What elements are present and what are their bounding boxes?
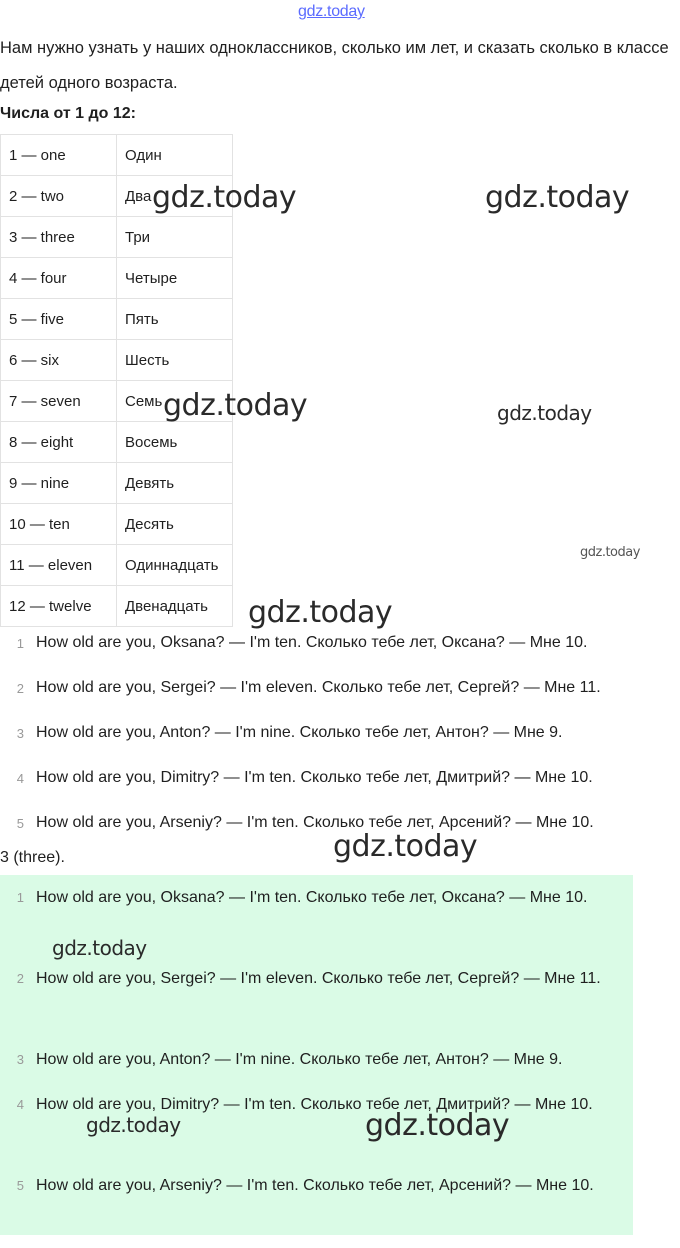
list-number: 1 bbox=[16, 636, 24, 651]
list-item bbox=[0, 721, 680, 766]
number-russian: Одиннадцать bbox=[117, 545, 233, 586]
answer-title: 3 (three). bbox=[0, 849, 65, 866]
number-english: 6 — six bbox=[1, 340, 117, 381]
dialogue-list bbox=[0, 631, 680, 856]
number-english: 8 — eight bbox=[1, 422, 117, 463]
numbers-title: Числа от 1 до 12: bbox=[0, 105, 136, 122]
number-english: 2 — two bbox=[1, 176, 117, 217]
number-english: 10 — ten bbox=[1, 504, 117, 545]
watermark: gdz.today bbox=[52, 936, 147, 960]
number-russian: Двенадцать bbox=[117, 586, 233, 627]
table-row bbox=[1, 258, 233, 299]
number-russian: Один bbox=[117, 135, 233, 176]
watermark: gdz.today bbox=[163, 388, 308, 423]
intro-text: Нам нужно узнать у наших одноклассников, сколько им лет, и сказать сколько в классе детей одного возраста. bbox=[0, 39, 669, 92]
number-russian: Два bbox=[117, 176, 233, 217]
table-row bbox=[1, 340, 233, 381]
watermark: gdz.today bbox=[497, 401, 592, 425]
list-number: 2 bbox=[16, 971, 24, 986]
watermark: gdz.today bbox=[333, 829, 478, 864]
number-english: 9 — nine bbox=[1, 463, 117, 504]
number-russian: Шесть bbox=[117, 340, 233, 381]
table-row bbox=[1, 217, 233, 258]
list-number: 4 bbox=[16, 1097, 24, 1112]
dialogue-text: How old are you, Sergei? — I'm eleven. Сколько тебе лет, Сергей? — Мне 11. bbox=[36, 970, 601, 987]
list-item bbox=[0, 676, 680, 721]
number-english: 4 — four bbox=[1, 258, 117, 299]
watermark: gdz.today bbox=[86, 1113, 181, 1137]
number-russian: Восемь bbox=[117, 422, 233, 463]
dialogue-text: How old are you, Dimitry? — I'm ten. Сколько тебе лет, Дмитрий? — Мне 10. bbox=[36, 769, 593, 786]
list-number: 4 bbox=[16, 771, 24, 786]
dialogue-text: How old are you, Sergei? — I'm eleven. Сколько тебе лет, Сергей? — Мне 11. bbox=[36, 679, 601, 696]
list-item bbox=[0, 1042, 633, 1087]
list-item bbox=[0, 1168, 633, 1248]
list-item bbox=[0, 631, 680, 676]
number-english: 5 — five bbox=[1, 299, 117, 340]
table-row bbox=[1, 504, 233, 545]
dialogue-text: How old are you, Oksana? — I'm ten. Сколько тебе лет, Оксана? — Мне 10. bbox=[36, 634, 588, 651]
dialogue-text: How old are you, Anton? — I'm nine. Сколько тебе лет, Антон? — Мне 9. bbox=[36, 724, 563, 741]
number-english: 11 — eleven bbox=[1, 545, 117, 586]
list-number: 5 bbox=[16, 1178, 24, 1193]
header-link[interactable]: gdz.today bbox=[298, 3, 365, 20]
list-number: 5 bbox=[16, 816, 24, 831]
table-row bbox=[1, 135, 233, 176]
number-russian: Четыре bbox=[117, 258, 233, 299]
number-russian: Десять bbox=[117, 504, 233, 545]
watermark: gdz.today bbox=[580, 545, 640, 560]
number-english: 1 — one bbox=[1, 135, 117, 176]
watermark: gdz.today bbox=[248, 595, 393, 630]
dialogue-text: How old are you, Arseniy? — I'm ten. Сколько тебе лет, Арсений? — Мне 10. bbox=[36, 814, 594, 831]
dialogue-text: How old are you, Oksana? — I'm ten. Сколько тебе лет, Оксана? — Мне 10. bbox=[36, 889, 588, 906]
watermark: gdz.today bbox=[152, 180, 297, 215]
dialogue-text: How old are you, Anton? — I'm nine. Сколько тебе лет, Антон? — Мне 9. bbox=[36, 1051, 563, 1068]
list-number: 2 bbox=[16, 681, 24, 696]
number-russian: Девять bbox=[117, 463, 233, 504]
watermark: gdz.today bbox=[365, 1108, 510, 1143]
list-number: 3 bbox=[16, 1052, 24, 1067]
list-number: 3 bbox=[16, 726, 24, 741]
list-number: 1 bbox=[16, 890, 24, 905]
number-russian: Семь bbox=[117, 381, 233, 422]
table-row bbox=[1, 463, 233, 504]
number-english: 7 — seven bbox=[1, 381, 117, 422]
table-row bbox=[1, 545, 233, 586]
list-item bbox=[0, 961, 633, 1042]
number-russian: Три bbox=[117, 217, 233, 258]
watermark: gdz.today bbox=[485, 180, 630, 215]
list-item bbox=[0, 766, 680, 811]
dialogue-text: How old are you, Arseniy? — I'm ten. Сколько тебе лет, Арсений? — Мне 10. bbox=[36, 1177, 594, 1194]
table-row bbox=[1, 586, 233, 627]
table-row bbox=[1, 422, 233, 463]
number-english: 12 — twelve bbox=[1, 586, 117, 627]
number-english: 3 — three bbox=[1, 217, 117, 258]
dialogue-text: How old are you, Dimitry? — I'm ten. Сколько тебе лет, Дмитрий? — Мне 10. bbox=[36, 1096, 593, 1113]
number-russian: Пять bbox=[117, 299, 233, 340]
table-row bbox=[1, 299, 233, 340]
